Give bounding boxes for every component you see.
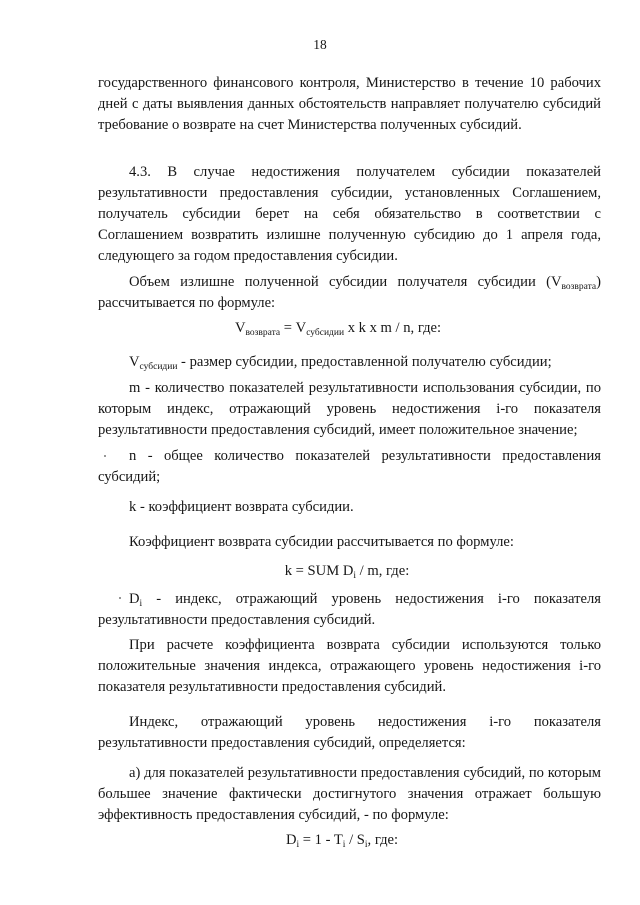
page-number: 18	[313, 37, 327, 52]
volume-subscript: возврата	[561, 282, 597, 292]
formula-k-post: / m, где:	[356, 563, 410, 579]
def-v-text: - размер субсидии, предоставленной получателю субсидии;	[177, 354, 552, 370]
formula-volume-sub1: возврата	[245, 328, 281, 338]
definition-d	[98, 589, 601, 631]
def-d-subscript: i	[139, 599, 143, 609]
paragraph-index-line1: Индекс, отражающий уровень недостижения i-го показателя	[129, 714, 601, 730]
formula-coefficient	[27, 561, 640, 582]
formula-k-pre: k = SUM D	[284, 563, 354, 579]
paragraph-a: а) для показателей результативности предоставления субсидий, по которым большее значение фактически достигнутого значения отражает большую эффективность предоставления субсидий, - по формуле:	[98, 765, 601, 823]
paragraph-control: государственного финансового контроля, Министерство в течение 10 рабочих дней с даты выявления данных обстоятельств направляет получателю субсидий требование о возврате на счет Министерства полученных субсидий.	[98, 75, 601, 133]
scan-speck	[104, 455, 106, 457]
formula-d-mid2: / S	[345, 832, 365, 848]
paragraph-index-line2: результативности предоставления субсидий, определяется:	[98, 735, 466, 751]
paragraph-coefficient: Коэффициент возврата субсидии рассчитывается по формуле:	[129, 534, 514, 550]
definition-v-subsidy	[98, 352, 601, 373]
formula-d-sub2: i	[342, 840, 346, 850]
definition-n: n - общее количество показателей результативности предоставления субсидий;	[98, 448, 601, 485]
formula-volume	[18, 318, 640, 339]
formula-k-subscript: i	[353, 571, 357, 581]
paragraph-calculation: При расчете коэффициента возврата субсидии используются только положительные значения индекса, отражающего уровень недостижения i-го показателя результативности предоставления субсидий.	[98, 637, 601, 695]
def-v-subscript: субсидии	[139, 362, 178, 372]
formula-index	[22, 830, 640, 851]
formula-volume-sub2: субсидии	[306, 328, 345, 338]
formula-d-sub1: i	[296, 840, 300, 850]
definition-k: k - коэффициент возврата субсидии.	[129, 499, 354, 515]
formula-d-symbol: D	[285, 832, 297, 848]
formula-d-sub3: i	[364, 840, 368, 850]
formula-d-mid: = 1 - T	[299, 832, 343, 848]
scan-speck	[119, 597, 121, 599]
def-d-text: - индекс, отражающий уровень недостижения i-го показателя результативности предоставления субсидий.	[98, 591, 601, 628]
def-d-symbol: D	[129, 591, 140, 607]
formula-d-post: , где:	[367, 832, 399, 848]
formula-volume-mid: = V	[280, 320, 307, 336]
def-v-symbol: V	[129, 354, 140, 370]
volume-text-before: Объем излишне полученной субсидии получателя субсидии (V	[129, 274, 562, 290]
paragraph-4-3: 4.3. В случае недостижения получателем субсидии показателей результативности предоставления субсидии, установленных Соглашением, получатель субсидии берет на себя обязательство в соответствии с Соглашением возвратить излишне полученную субсидию до 1 апреля года, следующего за годом предоставления субсидии.	[98, 164, 601, 264]
formula-volume-rest: x k x m / n, где:	[344, 320, 442, 336]
paragraph-volume	[98, 272, 601, 314]
definition-m: m - количество показателей результативности использования субсидии, по которым индекс, отражающий уровень недостижения i-го показателя результативности предоставления субсидий, имеет положительное значение;	[98, 380, 601, 438]
formula-volume-v1: V	[234, 320, 246, 336]
volume-text-after: ) рассчитывается по формуле:	[98, 274, 601, 311]
